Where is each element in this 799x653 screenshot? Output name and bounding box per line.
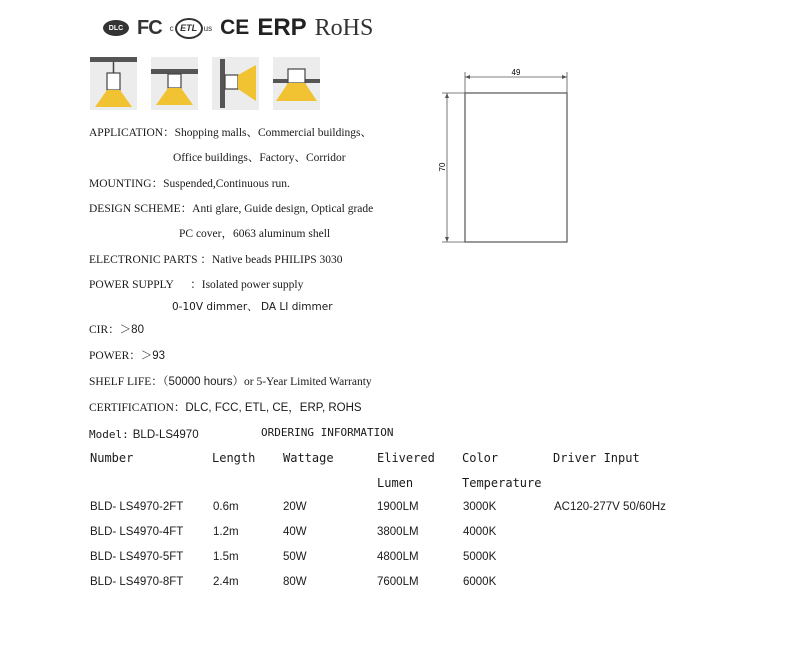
etl-logo <box>170 18 212 39</box>
dimmer-line: 0-10V dimmer、 DA LI dimmer <box>172 301 333 313</box>
cell-wattage: 40W <box>283 526 307 538</box>
mounting-line: MOUNTING：Suspended,Continuous run. <box>89 178 290 190</box>
power-supply-label: POWER SUPPLY <box>89 279 177 291</box>
power-line <box>89 346 165 364</box>
header-color: Color <box>462 451 499 465</box>
power-supply-line <box>89 276 303 292</box>
electronic-parts-line: ELECTRONIC PARTS ：Native beads PHILIPS 3030 <box>89 254 343 266</box>
certification-label: CERTIFICATION： <box>89 402 186 414</box>
cell-lumen: 4800LM <box>377 551 419 563</box>
header-driver-input: Driver Input <box>553 451 640 465</box>
shelf-life-warranty: or 5-Year Limited Warranty <box>244 376 372 388</box>
wall-mount-icon <box>212 57 259 110</box>
ordering-information-heading: ORDERING INFORMATION <box>261 426 394 439</box>
power-value: ＞93 <box>140 350 166 362</box>
shelf-life-line <box>89 372 372 390</box>
certification-logos <box>103 14 373 42</box>
application-line-2: Office buildings、Factory、Corridor <box>173 152 346 164</box>
cir-line <box>89 320 144 338</box>
header-length: Length <box>212 451 256 465</box>
pendant-mount-icon <box>90 57 137 110</box>
cell-driver-input: AC120-277V 50/60Hz <box>554 501 666 513</box>
certification-value: DLC, FCC, ETL, CE，ERP, ROHS <box>185 402 362 414</box>
model-line <box>89 425 199 443</box>
erp-logo: ERP <box>257 14 307 41</box>
cir-label: CIR： <box>89 324 120 336</box>
ce-logo: CE <box>220 16 250 39</box>
cell-wattage: 50W <box>283 551 307 563</box>
header-number: Number <box>90 451 134 465</box>
cell-length: 0.6m <box>213 501 239 513</box>
design-line-1: DESIGN SCHEME：Anti glare, Guide design, Optical grade <box>89 203 374 215</box>
cell-wattage: 20W <box>283 501 307 513</box>
recessed-mount-icon <box>273 57 320 110</box>
dlc-logo: DLC <box>103 20 129 36</box>
cell-color-temperature: 6000K <box>463 576 497 588</box>
cell-lumen: 3800LM <box>377 526 419 538</box>
ceiling-mount-icon <box>151 57 198 110</box>
width-dimension-label: 49 <box>511 68 521 77</box>
cell-length: 1.5m <box>213 551 239 563</box>
dimension-drawing <box>436 64 576 248</box>
height-dimension-label: 70 <box>438 162 447 172</box>
cell-number: BLD- LS4970-8FT <box>90 576 184 588</box>
cell-color-temperature: 3000K <box>463 501 497 513</box>
application-line-1: APPLICATION：Shopping malls、Commercial buildings、 <box>89 127 373 139</box>
etl-suffix: us <box>203 23 213 33</box>
cell-lumen: 1900LM <box>377 501 419 513</box>
power-label: POWER： <box>89 350 141 362</box>
cell-wattage: 80W <box>283 576 307 588</box>
header-wattage: Wattage <box>283 451 334 465</box>
design-line-2: PC cover，6063 aluminum shell <box>179 228 331 240</box>
rohs-logo: RoHS <box>314 14 374 41</box>
cir-value: ＞80 <box>119 324 144 336</box>
cell-length: 2.4m <box>213 576 239 588</box>
cell-color-temperature: 5000K <box>463 551 497 563</box>
subheader-temperature: Temperature <box>462 476 542 490</box>
etl-mark: ETL <box>175 18 203 39</box>
cell-color-temperature: 4000K <box>463 526 497 538</box>
cell-number: BLD- LS4970-5FT <box>90 551 184 563</box>
etl-prefix: c <box>169 23 174 33</box>
model-label: Model: <box>89 428 129 441</box>
header-lumen: Elivered <box>377 451 435 465</box>
cell-number: BLD- LS4970-2FT <box>90 501 184 513</box>
cell-lumen: 7600LM <box>377 576 419 588</box>
power-supply-value: ：Isolated power supply <box>190 279 304 291</box>
certification-line <box>89 398 362 416</box>
cell-length: 1.2m <box>213 526 239 538</box>
shelf-life-label: SHELF LIFE： <box>89 376 163 388</box>
shelf-life-hours: （50000 hours） <box>162 376 244 388</box>
cell-number: BLD- LS4970-4FT <box>90 526 184 538</box>
model-value: BLD-LS4970 <box>132 429 199 441</box>
fc-logo: FC <box>137 16 162 39</box>
subheader-lumen: Lumen <box>377 476 414 490</box>
